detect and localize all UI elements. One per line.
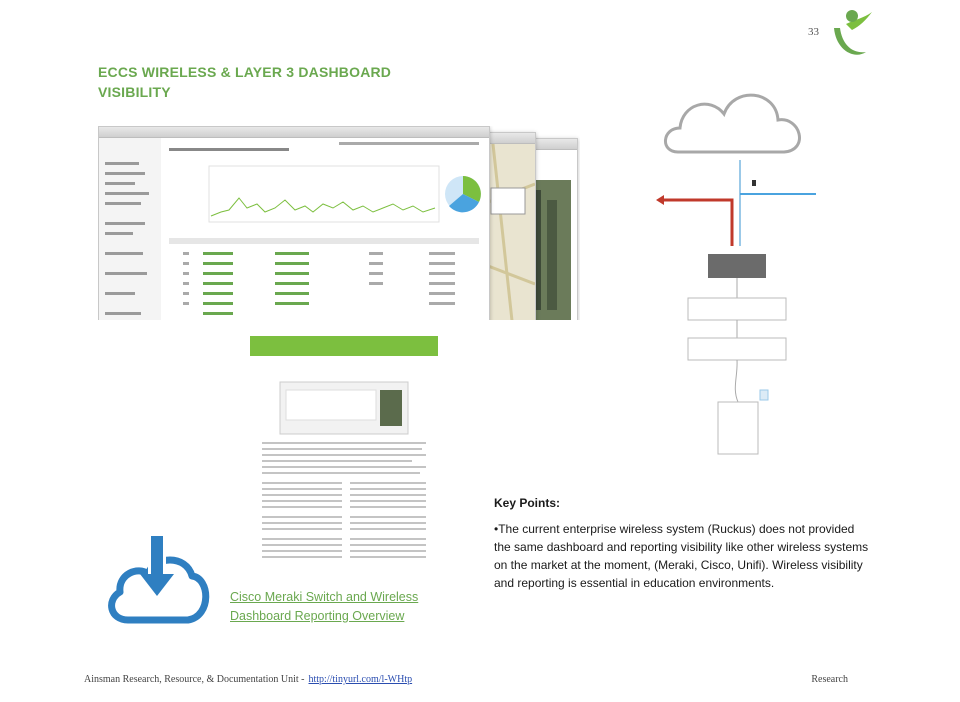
footer-text-wrap bbox=[84, 674, 412, 685]
key-points-heading: Key Points: bbox=[494, 496, 561, 510]
slide-title bbox=[98, 62, 458, 102]
slide-title-line1: ECCS WIRELESS & LAYER 3 DASHBOARD bbox=[98, 64, 392, 80]
network-diagram bbox=[648, 70, 824, 460]
dashboard-screenshot bbox=[98, 126, 580, 320]
cloud-icon bbox=[665, 95, 799, 152]
logo-figure-icon bbox=[826, 6, 876, 64]
key-points bbox=[494, 494, 874, 592]
document-link[interactable] bbox=[230, 588, 460, 626]
footer-right-label: Research bbox=[811, 674, 848, 685]
footer bbox=[84, 674, 864, 690]
footer-text: Ainsman Research, Resource, & Documentation Unit - bbox=[84, 674, 305, 685]
cloud-download-icon[interactable] bbox=[104, 534, 212, 626]
document-link-line2[interactable]: Dashboard Reporting Overview bbox=[230, 609, 405, 623]
page-number: 33 bbox=[808, 26, 819, 38]
footer-link[interactable]: http://tinyurl.com/l-WHtp bbox=[308, 674, 413, 685]
slide-title-line2: VISIBILITY bbox=[98, 84, 171, 100]
document-thumbnail bbox=[250, 336, 438, 568]
screenshot-window-main bbox=[98, 126, 490, 320]
screenshot-window-map bbox=[482, 132, 536, 320]
document-link-line1[interactable]: Cisco Meraki Switch and Wireless bbox=[230, 590, 419, 604]
key-points-body: •The current enterprise wireless system (Ruckus) does not provided the same dashboard and reporting visibility like other wireless systems on the market at the moment, (Meraki, Cisco, Unifi). Wireless visibility and reporting is essential in education environments. bbox=[494, 522, 869, 590]
